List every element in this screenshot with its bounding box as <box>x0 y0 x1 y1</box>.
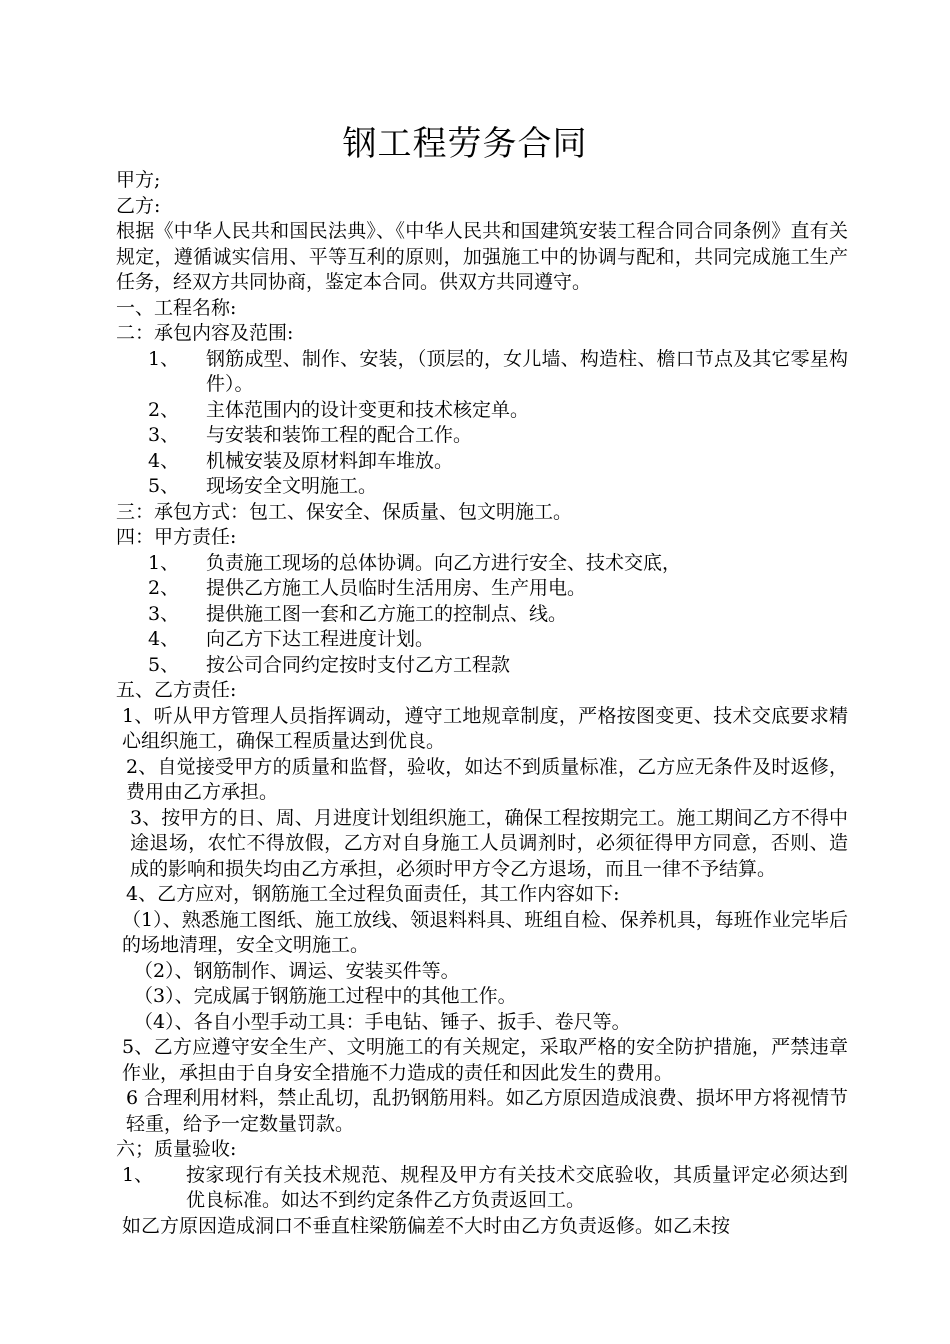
list-item-text: 向乙方下达工程进度计划。 <box>206 628 435 650</box>
list-item-number: 3、 <box>148 424 180 446</box>
list-item <box>116 551 848 577</box>
party-b-line: 乙方: <box>116 194 161 217</box>
list-item-text: 提供施工图一套和乙方施工的控制点、线。 <box>206 602 568 625</box>
list-item-text: 按公司合同约定按时支付乙方工程款 <box>206 653 511 676</box>
party-a-line: 甲方; <box>116 169 161 191</box>
list-item-number: 2、 <box>148 577 180 599</box>
list-item-number: 2、 <box>148 398 180 421</box>
list-item-text: 主体范围内的设计变更和技术核定单。 <box>206 398 530 421</box>
section-6-heading: 六；质量验收: <box>116 1138 237 1160</box>
preamble-paragraph: 根据《中华人民共和国民法典》、《中华人民共和国建筑安装工程合同合同条例》直有关规定，遵循诚实信用、平等互利的原则，加强施工中的协调与配和，共同完成施工生产任务，经双方共同协商，鉴定本合同。供双方共同遵守。 <box>116 220 848 293</box>
list-item <box>116 627 848 653</box>
list-item <box>116 653 848 679</box>
list-item <box>116 576 848 602</box>
list-item <box>116 602 848 628</box>
list-item-number: 1、 <box>122 1163 154 1186</box>
list-item-text: 与安装和装饰工程的配合工作。 <box>206 424 473 446</box>
section-1-heading: 一、工程名称: <box>116 296 237 319</box>
list-item-number: 3、 <box>148 602 180 625</box>
section-4-heading: 四：甲方责任: <box>116 526 237 548</box>
section-5-paragraph-1: 1、听从甲方管理人员指挥调动，遵守工地规章制度，严格按图变更、技术交底要求精心组织施工，确保工程质量达到优良。 <box>122 704 848 752</box>
section-5-subitem-1: （1）、熟悉施工图纸、施工放线、领退料料具、班组自检、保养机具，每班作业完毕后的场地清理，安全文明施工。 <box>122 908 848 956</box>
section-3-heading: 三：承包方式：包工、保安全、保质量、包文明施工。 <box>116 500 573 523</box>
list-item <box>116 474 848 500</box>
list-item-number: 5、 <box>148 475 180 497</box>
section-5-paragraph-2: 2、自觉接受甲方的质量和监督，验收，如达不到质量标准，乙方应无条件及时返修，费用由乙方承担。 <box>126 755 848 803</box>
list-item-number: 1、 <box>148 347 180 370</box>
list-item-text: 机械安装及原材料卸车堆放。 <box>206 449 454 472</box>
list-item <box>116 347 848 398</box>
list-item <box>116 423 848 449</box>
contract-title: 钢工程劳务合同 <box>342 124 588 164</box>
section-5-paragraph-4: 4、乙方应对，钢筋施工全过程负面责任，其工作内容如下: <box>126 883 620 905</box>
contract-body <box>116 168 848 1239</box>
list-item-text: 负责施工现场的总体协调。向乙方进行安全、技术交底， <box>206 551 682 574</box>
section-5-subitem-2: （2）、钢筋制作、调运、安装买件等。 <box>134 959 460 982</box>
list-item <box>116 449 848 475</box>
section-5-paragraph-6: 6 合理利用材料，禁止乱切，乱扔钢筋用料。如乙方原因造成浪费、损坏甲方将视情节轻重，给予一定数量罚款。 <box>126 1087 848 1135</box>
section-5-subitem-3: （3）、完成属于钢筋施工过程中的其他工作。 <box>134 985 517 1007</box>
section-2-heading: 二：承包内容及范围: <box>116 322 294 344</box>
list-item-number: 5、 <box>148 653 180 676</box>
list-item-text: 钢筋成型、制作、安装，（顶层的，女儿墙、构造柱、檐口节点及其它零星构件）。 <box>206 347 848 395</box>
section-6-paragraph-2: 如乙方原因造成洞口不垂直柱梁筋偏差不大时由乙方负责返修。如乙未按 <box>122 1214 731 1237</box>
list-item-text: 按家现行有关技术规范、规程及甲方有关技术交底验收，其质量评定必须达到优良标准。如达不到约定条件乙方负责返回工。 <box>186 1163 848 1211</box>
list-item-text: 现场安全文明施工。 <box>206 475 378 497</box>
section-5-paragraph-3: 3、按甲方的日、周、月进度计划组织施工，确保工程按期完工。施工期间乙方不得中途退场，农忙不得放假，乙方对自身施工人员调剂时，必须征得甲方同意，否则、造成的影响和损失均由乙方承担，必须时甲方令乙方退场，而且一律不予结算。 <box>130 806 848 880</box>
list-item <box>116 1163 848 1214</box>
section-5-heading: 五、乙方责任: <box>116 679 237 701</box>
section-5-paragraph-5: 5、乙方应遵守安全生产、文明施工的有关规定，采取严格的安全防护措施，严禁违章作业，承担由于自身安全措施不力造成的责任和因此发生的费用。 <box>122 1036 848 1084</box>
list-item-number: 4、 <box>148 628 180 650</box>
list-item-number: 1、 <box>148 551 180 574</box>
section-5-subitem-4: （4）、各自小型手动工具：手电钻、锤子、扳手、卷尺等。 <box>134 1010 631 1033</box>
list-item-number: 4、 <box>148 449 180 472</box>
list-item-text: 提供乙方施工人员临时生活用房、生产用电。 <box>206 577 587 599</box>
list-item <box>116 398 848 424</box>
